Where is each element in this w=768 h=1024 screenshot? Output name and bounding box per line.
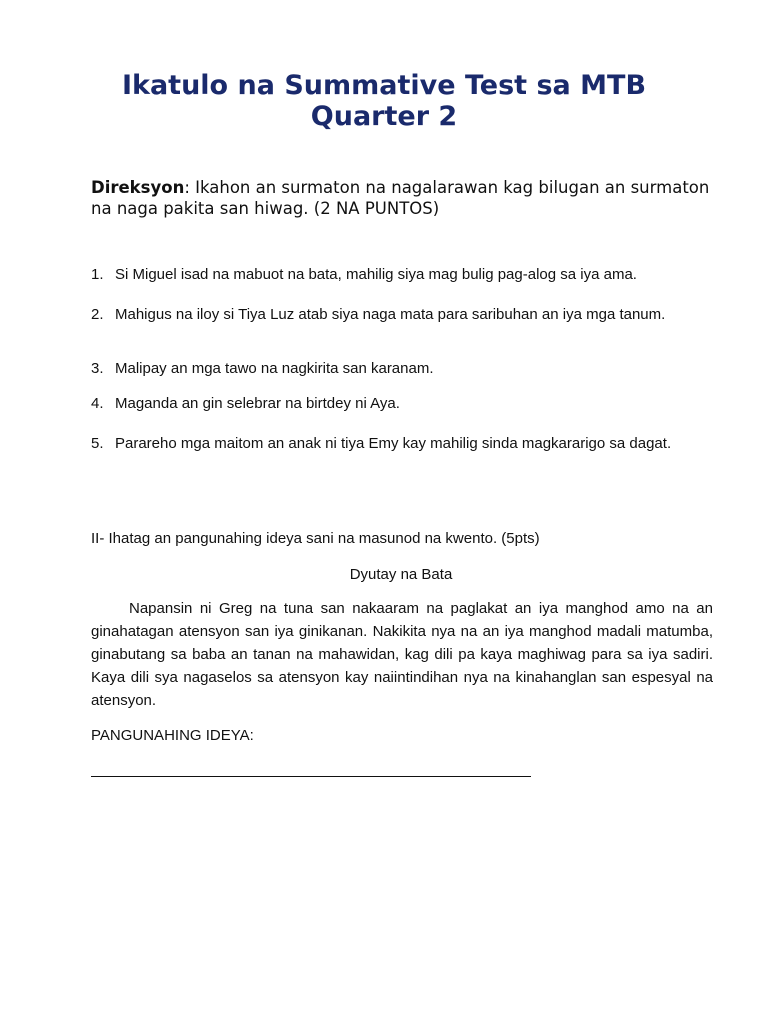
item-number: 3.: [91, 360, 104, 377]
item-text: Mahigus na iloy si Tiya Luz atab siya naga mata para saribuhan an iya mga tanum.: [115, 306, 666, 323]
list-item: [91, 359, 721, 379]
item-text: Malipay an mga tawo na nagkirita san karanam.: [115, 360, 434, 377]
directions: [91, 177, 731, 219]
list-item: [91, 265, 721, 285]
answer-label: PANGUNAHING IDEYA:: [91, 727, 254, 744]
list-item: [91, 394, 721, 414]
item-text: Maganda an gin selebrar na birtdey ni Aya.: [115, 395, 400, 412]
part2-instruction: II- Ihatag an pangunahing ideya sani na masunod na kwento. (5pts): [91, 530, 540, 547]
list-item: [91, 434, 721, 454]
story-paragraph: Napansin ni Greg na tuna san nakaaram na paglakat an iya manghod amo na an ginahatagan atensyon san iya ginikanan. Nakikita nya na an iya manghod madali matumba, ginabutang sa baba an tanan na mahawidan, kag dili pa kaya maghiwag para sa iya sadiri. Kaya dili sya nagaselos sa atensyon kay naiintindihan nya na kinahanglan san espesyal na atensyon.: [91, 600, 713, 709]
list-item: [91, 305, 721, 325]
directions-label: Direksyon: [91, 178, 185, 197]
item-number: 2.: [91, 306, 104, 323]
item-number: 1.: [91, 266, 104, 283]
item-text: Parareho mga maitom an anak ni tiya Emy kay mahilig sinda magkararigo sa dagat.: [115, 435, 672, 452]
item-number: 5.: [91, 435, 104, 452]
page-title: Ikatulo na Summative Test sa MTB Quarter 2: [121, 70, 647, 132]
item-text: Si Miguel isad na mabuot na bata, mahilig siya mag bulig pag-alog sa iya ama.: [115, 266, 637, 283]
answer-line[interactable]: [91, 776, 531, 777]
directions-text: : Ikahon an surmaton na nagalarawan kag bilugan an surmaton na naga pakita san hiwag. (2 NA PUNTOS): [91, 178, 710, 218]
story-title: Dyutay na Bata: [349, 566, 453, 583]
item-number: 4.: [91, 395, 104, 412]
